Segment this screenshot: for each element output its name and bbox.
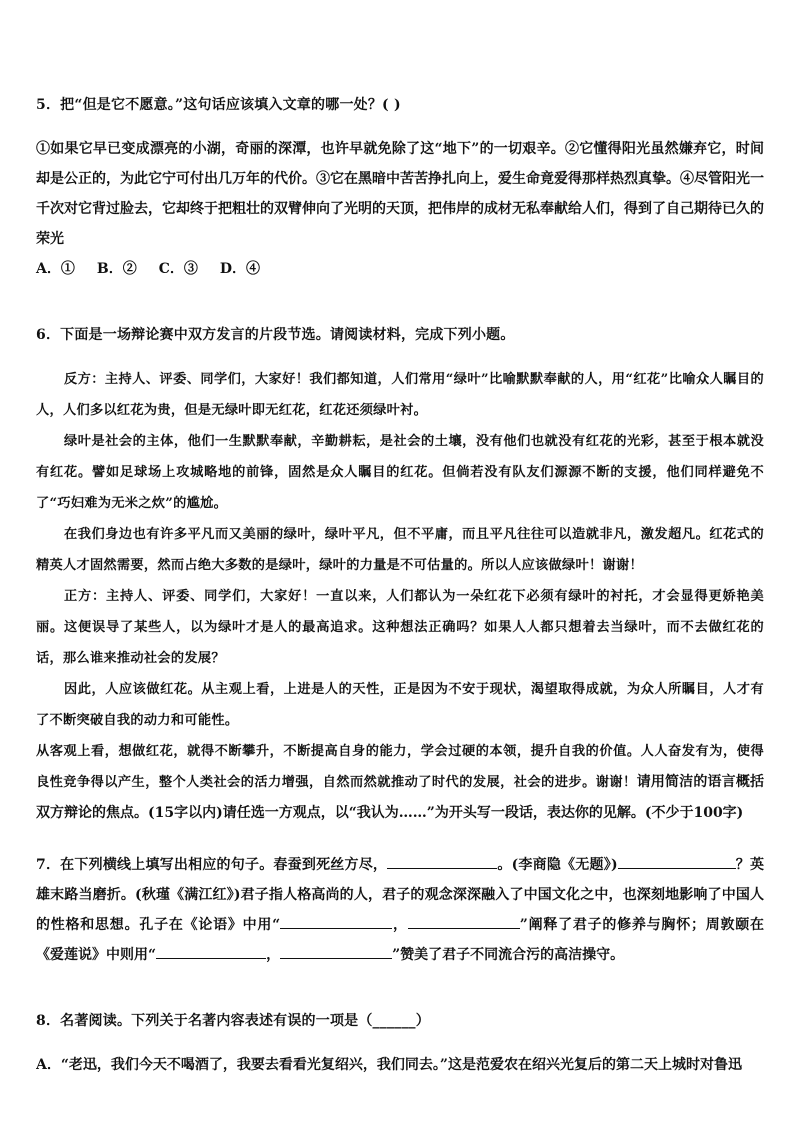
debate-con-closing: 在我们身边也有许多平凡而又美丽的绿叶，绿叶平凡，但不平庸，而且平凡往往可以造就非凡，激发超凡。红花式的精英人才固然需要，然而占绝大多数的是绿叶，绿叶的力量是不可估量的。所以人应该做绿叶！谢谢！ [36, 527, 764, 573]
answer-blank-3[interactable] [280, 912, 392, 929]
question-6-title: 6．下面是一场辩论赛中双方发言的片段节选。请阅读材料，完成下列小题。 [36, 327, 515, 343]
question-5 [36, 90, 764, 284]
debate-pro-objective-and-task [36, 736, 764, 828]
question-7-part-3: ？英雄末路当磨折。(秋瑾《满江红》)君子指人格高尚的人，君子的观念深深融入了中国文化之中，也深刻地影响了中国人的性格和思想。孔子在《论语》中用“ [36, 857, 765, 933]
answer-blank-4[interactable] [408, 912, 520, 929]
option-c: C．③ [158, 261, 198, 277]
option-b: B．② [96, 261, 137, 277]
question-8-option-a: A．“老迅，我们今天不喝酒了，我要去看看光复绍兴，我们同去。”这是范爱农在绍兴光复后的第二天上城时对鲁迅 [36, 1057, 742, 1073]
debate-pro-objective: 从客观上看，想做红花，就得不断攀升，不断提高自身的能力，学会过硬的本领，提升自我的价值。人人奋发有为，使得良性竞争得以产生，整个人类社会的活力增强，自然而然就推动了时代的发展，社会的进步。谢谢！ [36, 744, 764, 790]
question-6-task: 请用简洁的语言概括双方辩论的焦点。(15字以内)请任选一方观点，以“我认为……”为开头写一段话，表达你的见解。(不少于100字) [36, 774, 765, 821]
question-5-passage: ①如果它早已变成漂亮的小湖，奇丽的深潭，也许早就免除了这“地下”的一切艰辛。②它懂得阳光虽然嫌弃它，时间却是公正的，为此它宁可付出几万年的代价。③它在黑暗中苦苦挣扎向上，爱生命竟爱得那样热烈真挚。④尽管阳光一千次对它背过脸去，它却终于把粗壮的双臂伸向了光明的天顶，把伟岸的成材无私奉献给人们，得到了自己期待已久的荣光 [36, 141, 764, 247]
debate-con-argument: 绿叶是社会的主体，他们一生默默奉献，辛勤耕耘，是社会的土壤，没有他们也就没有红花的光彩，甚至于根本就没有红花。譬如足球场上攻城略地的前锋，固然是众人瞩目的红花。但倘若没有队友们源源不断的支援，他们同样避免不了“巧妇难为无米之炊”的尴尬。 [36, 434, 764, 511]
answer-blank-2[interactable] [618, 852, 736, 869]
question-7-part-5: ”阐释了君子的修养与胸怀；周敦颐在《爱莲说》中则用“ [36, 917, 764, 963]
option-d: D．④ [219, 261, 261, 277]
answer-blank-6[interactable] [280, 942, 392, 959]
answer-blank-5[interactable] [156, 942, 266, 959]
question-5-options [36, 254, 764, 284]
question-8 [36, 1006, 764, 1080]
question-5-title: 5．把“但是它不愿意。”这句话应该填入文章的哪一处？( ) [36, 97, 401, 113]
option-a: A．① [36, 261, 75, 277]
debate-pro-subjective: 因此，人应该做红花。从主观上看，上进是人的天性，正是因为不安于现状，渴望取得成就，为众人所瞩目，人才有了不断突破自我的动力和可能性。 [36, 682, 764, 728]
debate-pro-opening: 正方：主持人、评委、同学们，大家好！一直以来，人们都认为一朵红花下必须有绿叶的衬托，才会显得更娇艳美丽。这便误导了某些人，以为绿叶才是人的最高追求。这种想法正确吗？如果人人都只想着去当绿叶，而不去做红花的话，那么谁来推动社会的发展？ [36, 589, 764, 666]
question-8-title: 8．名著阅读。下列关于名著内容表述有误的一项是（______） [36, 1013, 430, 1029]
question-7 [36, 850, 764, 970]
answer-blank-1[interactable] [387, 852, 497, 869]
question-7-part-6: ， [266, 947, 281, 963]
question-6 [36, 320, 764, 828]
question-7-part-4: ， [392, 917, 408, 933]
question-7-part-1: 7．在下列横线上填写出相应的句子。春蚕到死丝方尽， [36, 857, 388, 873]
debate-con-opening: 反方：主持人、评委、同学们，大家好！我们都知道，人们常用“绿叶”比喻默默奉献的人，用“红花”比喻众人瞩目的人，人们多以红花为贵，但是无绿叶即无红花，红花还须绿叶衬。 [36, 372, 764, 418]
question-7-part-7: ”赞美了君子不同流合污的高洁操守。 [392, 947, 625, 963]
question-7-part-2: 。(李商隐《无题》) [497, 857, 618, 873]
question-7-text [36, 850, 764, 970]
